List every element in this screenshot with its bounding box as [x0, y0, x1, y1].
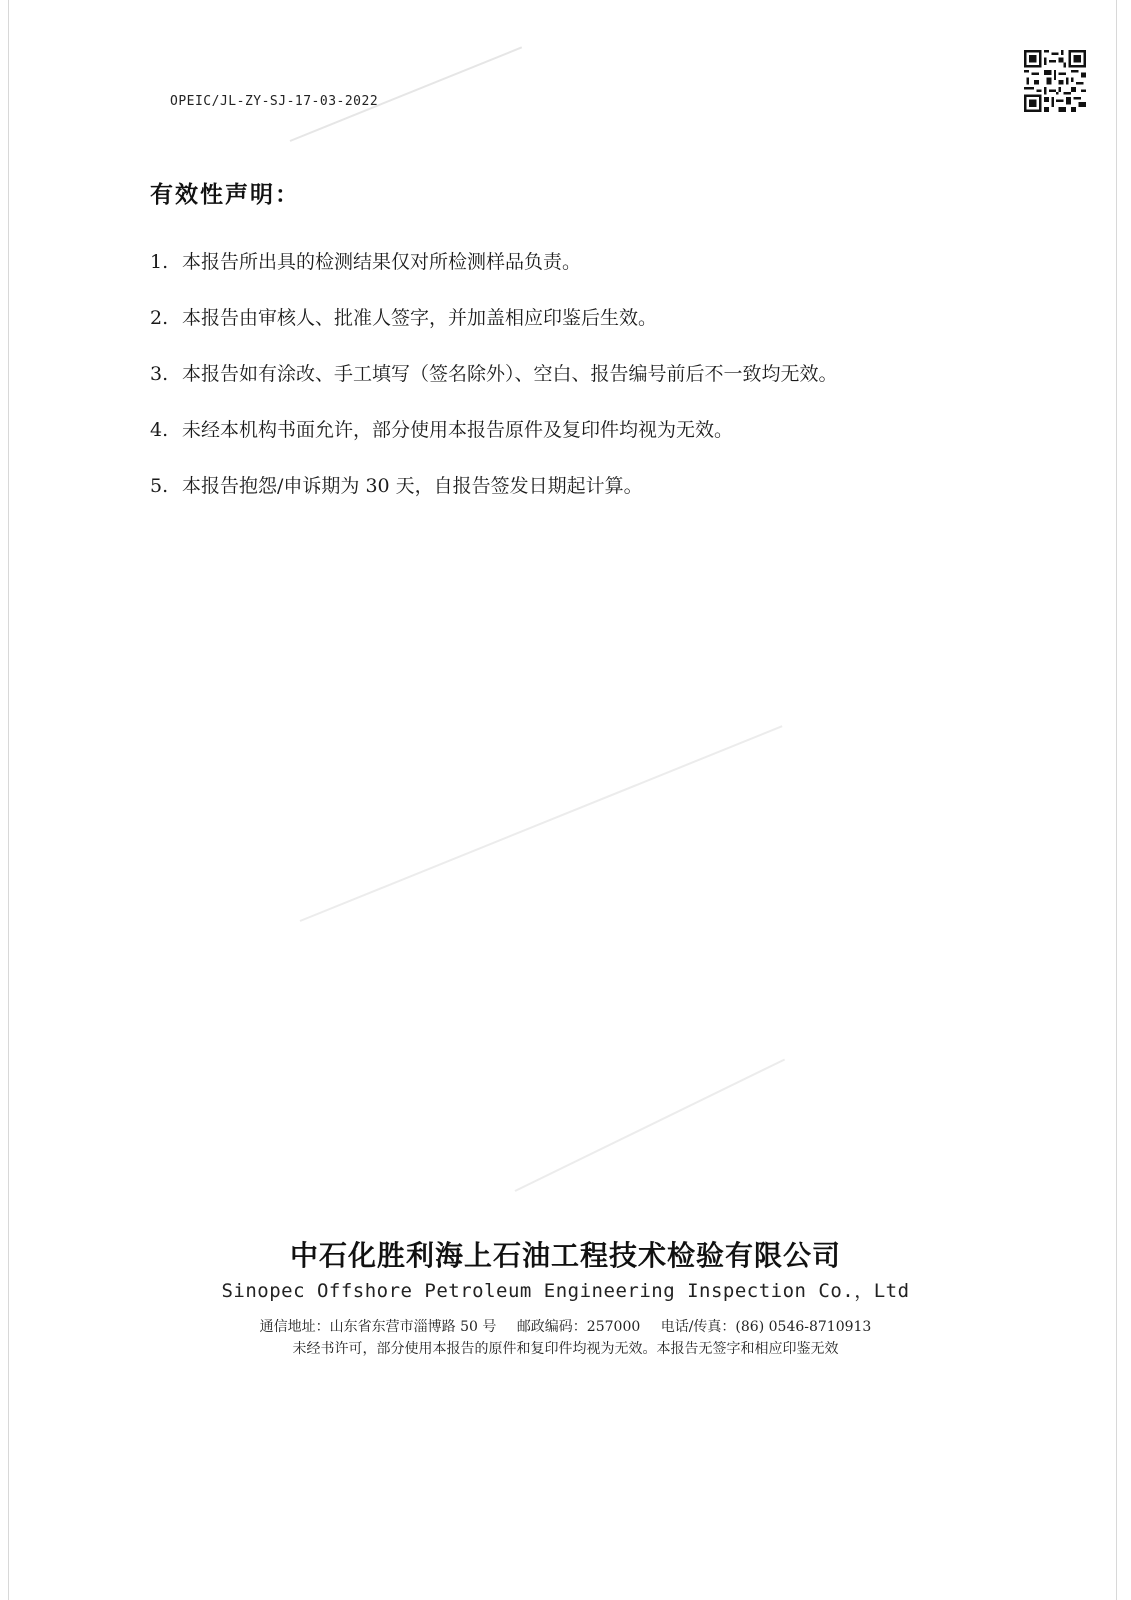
- item-text: 本报告如有涂改、手工填写（签名除外）、空白、报告编号前后不一致均无效。: [182, 363, 838, 385]
- item-number: 1.: [150, 251, 169, 273]
- postcode-text: 邮政编码：257000: [516, 1319, 641, 1335]
- qr-code-icon: [1024, 50, 1086, 112]
- contact-line: [0, 1316, 1131, 1336]
- item-number: 2.: [150, 307, 169, 329]
- page-edge-right: [1116, 0, 1117, 1600]
- watermark-mark: [515, 1059, 786, 1192]
- list-item: [150, 418, 838, 474]
- item-text: 本报告抱怨/申诉期为 30 天，自报告签发日期起计算。: [182, 475, 643, 497]
- company-name-en: Sinopec Offshore Petroleum Engineering Inspection Co.，Ltd: [221, 1280, 910, 1302]
- page-edge-left: [8, 0, 9, 1600]
- item-text: 本报告所出具的检测结果仅对所检测样品负责。: [182, 251, 582, 273]
- list-item: [150, 362, 838, 418]
- item-number: 3.: [150, 363, 169, 385]
- document-code: OPEIC/JL-ZY-SJ-17-03-2022: [170, 94, 379, 109]
- list-item: [150, 474, 838, 530]
- phone-text: 电话/传真：(86) 0546-8710913: [660, 1319, 872, 1335]
- list-item: [150, 306, 838, 362]
- address-text: 通信地址：山东省东营市淄博路 50 号: [259, 1319, 497, 1335]
- company-name-cn: 中石化胜利海上石油工程技术检验有限公司: [289, 1239, 841, 1272]
- list-item: [150, 250, 838, 306]
- watermark-mark: [300, 725, 783, 922]
- item-number: 4.: [150, 419, 169, 441]
- item-text: 本报告由审核人、批准人签字，并加盖相应印鉴后生效。: [182, 307, 658, 329]
- statement-list: [150, 250, 838, 530]
- item-number: 5.: [150, 475, 169, 497]
- item-text: 未经本机构书面允许，部分使用本报告原件及复印件均视为无效。: [182, 419, 734, 441]
- footer-notice: 未经书许可，部分使用本报告的原件和复印件均视为无效。本报告无签字和相应印鉴无效: [292, 1341, 839, 1357]
- statement-title: 有效性声明：: [150, 182, 300, 208]
